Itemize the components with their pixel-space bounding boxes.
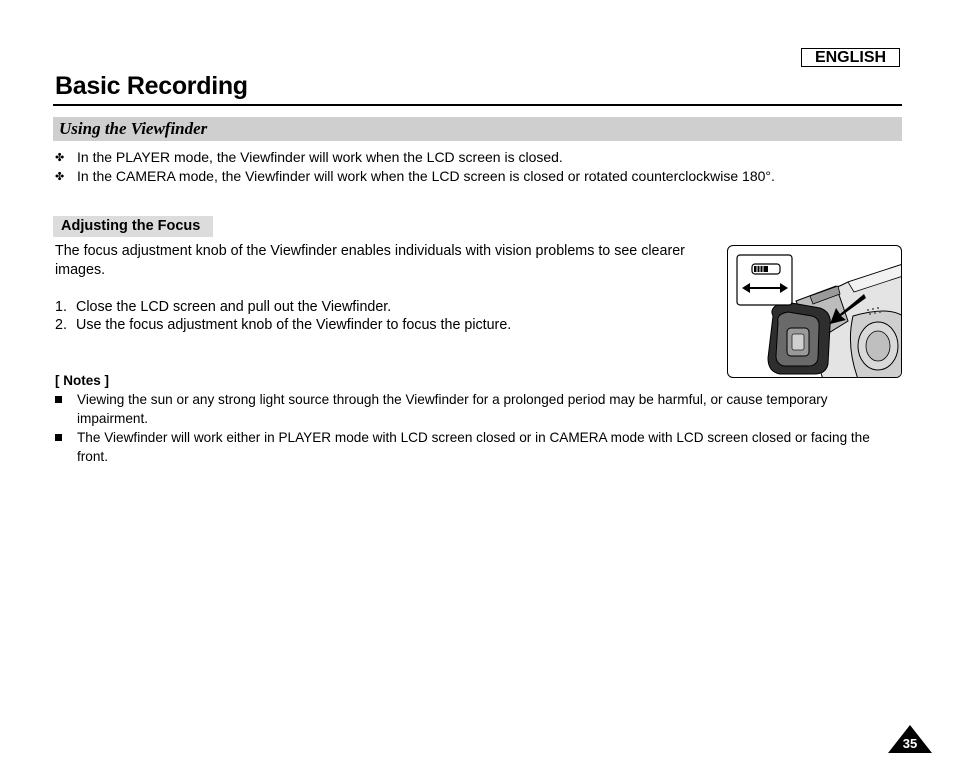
note-text: The Viewfinder will work either in PLAYER mode with LCD screen closed or in CAMERA mode with LCD screen closed or facing the front. [77, 430, 870, 464]
page-title: Basic Recording [55, 72, 248, 100]
bullet-item [55, 167, 775, 186]
notes-heading: [ Notes ] [55, 373, 109, 388]
section-title: Using the Viewfinder [59, 119, 208, 138]
step-number: 1. [55, 299, 67, 315]
square-bullet-icon [55, 434, 62, 441]
step-item [55, 316, 511, 334]
note-item [55, 428, 895, 466]
square-bullet-icon [55, 396, 62, 403]
step-text: Use the focus adjustment knob of the Viewfinder to focus the picture. [76, 317, 512, 333]
note-item [55, 390, 895, 428]
page-number: 35 [902, 736, 918, 751]
focus-description: The focus adjustment knob of the Viewfinder enables individuals with vision problems to see clearer images. [55, 243, 685, 278]
subsection-title: Adjusting the Focus [61, 218, 201, 234]
page-number-badge [887, 724, 933, 754]
cross-bullet-icon: ✤ [55, 171, 65, 183]
bullet-item [55, 148, 563, 167]
language-badge: ENGLISH [801, 48, 900, 67]
section-header-bar [53, 117, 902, 141]
step-number: 2. [55, 317, 67, 333]
note-text: Viewing the sun or any strong light source through the Viewfinder for a prolonged period may be harmful, or cause temporary impairment. [77, 392, 828, 426]
bullet-text: In the CAMERA mode, the Viewfinder will work when the LCD screen is closed or rotated counterclockwise 180°. [77, 168, 775, 184]
bullet-text: In the PLAYER mode, the Viewfinder will work when the LCD screen is closed. [77, 149, 563, 165]
cross-bullet-icon: ✤ [55, 152, 65, 164]
step-text: Close the LCD screen and pull out the Viewfinder. [76, 299, 392, 315]
title-divider [53, 104, 902, 106]
subsection-header-bar [53, 216, 213, 237]
viewfinder-illustration [727, 245, 902, 378]
step-item [55, 298, 391, 316]
